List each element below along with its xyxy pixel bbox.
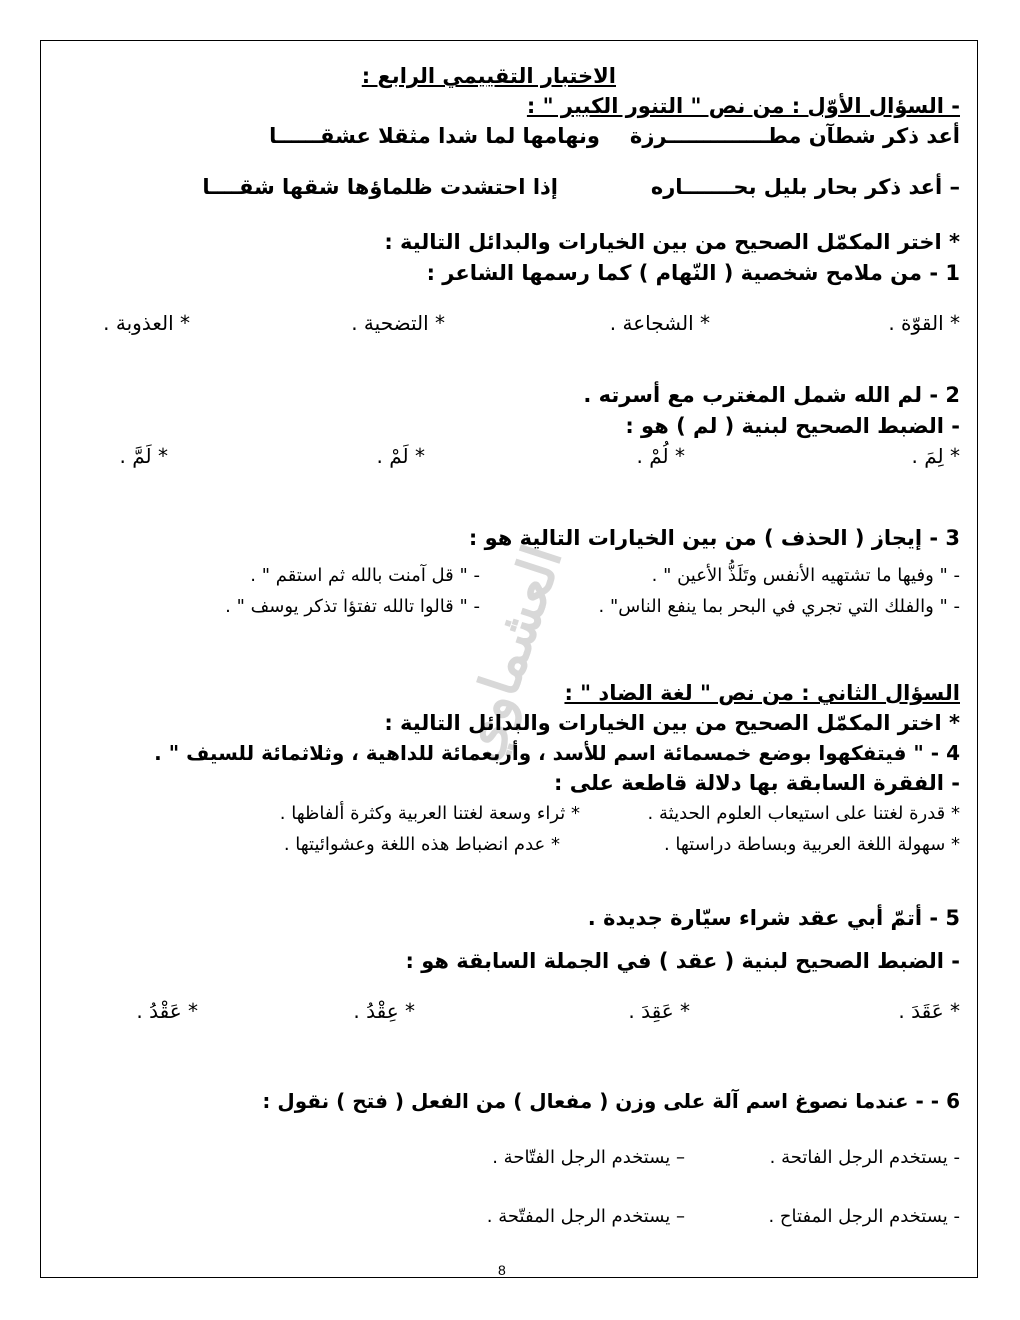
- page-title: الاختبار التقييمي الرابع :: [361, 64, 616, 88]
- item4-option-3[interactable]: * سهولة اللغة العربية وبساطة دراستها .: [663, 834, 960, 855]
- item1-option-1[interactable]: * القوّة .: [888, 311, 960, 335]
- item5-sentence: 5 - أتمّ أبي عقد شراء سيّارة جديدة .: [587, 906, 960, 930]
- item3-option-4[interactable]: - " قالوا تالله تفتؤا تذكر يوسف " .: [225, 596, 480, 617]
- item2-option-4[interactable]: * لَمَّ .: [119, 444, 168, 468]
- item4-option-4[interactable]: * عدم انضباط هذه اللغة وعشوائيتها .: [283, 834, 560, 855]
- item1-question: 1 - من ملامح شخصية ( النّهام ) كما رسمها الشاعر :: [426, 261, 960, 285]
- item6-option-3[interactable]: - يستخدم الرجل المفتاح .: [768, 1206, 960, 1227]
- watermark-text: العشماوي: [445, 537, 575, 769]
- item2-sentence: 2 - لم الله شمل المغترب مع أسرته .: [583, 383, 960, 407]
- item6-option-1[interactable]: - يستخدم الرجل الفاتحة .: [769, 1147, 960, 1168]
- item4-quote: 4 - " فيتفكهوا بوضع خمسمائة اسم للأسد ، وأربعمائة للداهية ، وثلاثمائة للسيف " .: [154, 741, 960, 765]
- item6-question: 6 - - عندما نصوغ اسم آلة على وزن ( مفعال ) من الفعل ( فتح ) نقول :: [262, 1089, 960, 1113]
- item5-option-1[interactable]: * عَقَدَ .: [898, 999, 960, 1023]
- item3-option-1[interactable]: - " وفيها ما تشتهيه الأنفس وتَلَذُّ الأعين " .: [651, 565, 960, 586]
- q1-verse2-first: – أعد ذكر بحار بليل بحـــــــاره: [650, 175, 960, 199]
- q2-instruction: * اختر المكمّل الصحيح من بين الخيارات والبدائل التالية :: [384, 711, 960, 735]
- q1-heading: - السؤال الأوّل : من نص " التنور الكبير " :: [526, 94, 960, 118]
- item2-option-3[interactable]: * لَمْ .: [376, 444, 425, 468]
- item4-option-2[interactable]: * ثراء وسعة لغتنا العربية وكثرة ألفاظها .: [279, 803, 580, 824]
- item3-option-3[interactable]: - " والفلك التي تجري في البحر بما ينفع الناس" .: [598, 596, 960, 617]
- item1-option-4[interactable]: * العذوبة .: [103, 311, 190, 335]
- item5-option-2[interactable]: * عَقِدَ .: [628, 999, 690, 1023]
- q1-verse2-second: إذا احتشدت ظلماؤها شقها شقــــا: [202, 175, 558, 199]
- item4-question: - الفقرة السابقة بها دلالة قاطعة على :: [554, 771, 960, 795]
- q2-heading: السؤال الثاني : من نص " لغة الضاد " :: [564, 681, 960, 705]
- item5-question: - الضبط الصحيح لبنية ( عقد ) في الجملة السابقة هو :: [405, 949, 960, 973]
- item1-option-3[interactable]: * التضحية .: [351, 311, 445, 335]
- item2-option-2[interactable]: * لُمْ .: [636, 444, 685, 468]
- item1-option-2[interactable]: * الشجاعة .: [609, 311, 710, 335]
- q1-verse1-first: أعد ذكر شطآن مطــــــــــــــرزة: [629, 124, 960, 148]
- item2-option-1[interactable]: * لِمَ .: [911, 444, 960, 468]
- item6-option-2[interactable]: – يستخدم الرجل الفتّاحة .: [492, 1147, 685, 1168]
- item6-option-4[interactable]: – يستخدم الرجل المفتّحة .: [486, 1206, 685, 1227]
- item3-option-2[interactable]: - " قل آمنت بالله ثم استقم " .: [250, 565, 480, 586]
- item4-option-1[interactable]: * قدرة لغتنا على استيعاب العلوم الحديثة .: [647, 803, 960, 824]
- item2-question: - الضبط الصحيح لبنية ( لم ) هو :: [625, 414, 960, 438]
- item3-question: 3 - إيجاز ( الحذف ) من بين الخيارات التالية هو :: [468, 526, 960, 550]
- page-number: 8: [498, 1262, 506, 1278]
- item5-option-3[interactable]: * عِقْدُ .: [353, 999, 415, 1023]
- item5-option-4[interactable]: * عَقْدُ .: [136, 999, 198, 1023]
- q1-verse1-second: ونهامها لما شدا مثقلا عشقــــــا: [269, 124, 600, 148]
- q1-instruction: * اختر المكمّل الصحيح من بين الخيارات والبدائل التالية :: [384, 230, 960, 254]
